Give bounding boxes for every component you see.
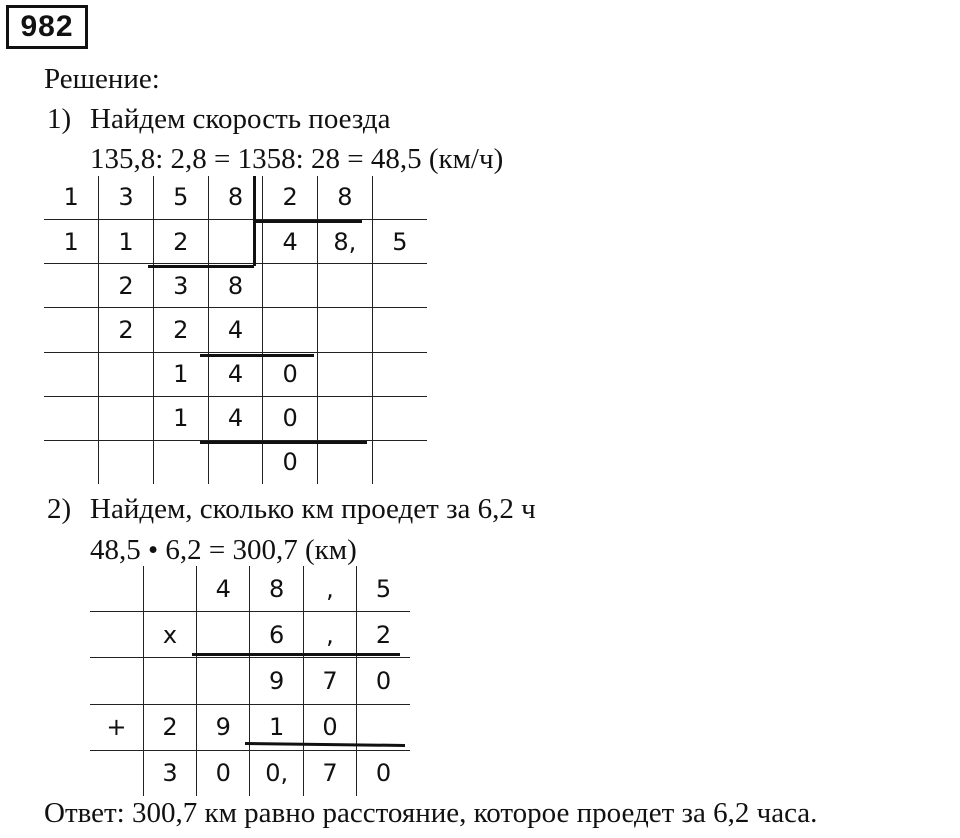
grid-cell <box>372 396 427 440</box>
grid-cell: 0 <box>197 750 250 796</box>
grid-cell <box>44 308 99 352</box>
grid-cell: 5 <box>357 566 410 612</box>
grid-cell: 7 <box>303 750 356 796</box>
grid-cell: 0, <box>250 750 303 796</box>
grid-cell: 1 <box>153 352 208 396</box>
grid-cell: 1 <box>44 176 99 219</box>
grid-cell: 4 <box>208 352 263 396</box>
grid-row <box>90 658 410 704</box>
grid-cell: , <box>303 612 356 658</box>
grid-row <box>44 352 427 396</box>
grid-row <box>90 566 410 612</box>
grid-cell <box>372 176 427 219</box>
grid-cell <box>372 264 427 308</box>
grid-cell <box>44 264 99 308</box>
grid-cell <box>90 750 143 796</box>
grid-row <box>44 308 427 352</box>
grid-cell <box>99 352 154 396</box>
grid-cell: 3 <box>99 176 154 219</box>
multiplication-grid <box>90 566 410 796</box>
grid-cell <box>44 440 99 484</box>
grid-cell: 1 <box>250 704 303 750</box>
step2-formula: 48,5 • 6,2 = 300,7 (км) <box>90 534 357 566</box>
grid-cell: 2 <box>99 308 154 352</box>
grid-cell: 9 <box>197 704 250 750</box>
grid-cell: 0 <box>263 440 318 484</box>
solution-heading: Решение: <box>44 63 160 95</box>
grid-cell: 1 <box>44 219 99 263</box>
grid-cell: 5 <box>372 219 427 263</box>
grid-row <box>44 264 427 308</box>
grid-cell <box>99 440 154 484</box>
grid-cell <box>372 440 427 484</box>
grid-cell <box>263 264 318 308</box>
grid-cell <box>318 396 373 440</box>
grid-cell: 0 <box>357 658 410 704</box>
grid-cell <box>153 440 208 484</box>
grid-cell: + <box>90 704 143 750</box>
grid-row <box>90 750 410 796</box>
grid-cell: 2 <box>143 704 196 750</box>
grid-cell: 3 <box>153 264 208 308</box>
grid-cell <box>197 658 250 704</box>
grid-cell: 4 <box>197 566 250 612</box>
grid-cell: 0 <box>263 352 318 396</box>
grid-cell: 5 <box>153 176 208 219</box>
grid-cell: 1 <box>153 396 208 440</box>
grid-cell <box>263 308 318 352</box>
subtraction-line-1 <box>148 265 254 268</box>
grid-cell <box>372 308 427 352</box>
grid-cell <box>143 658 196 704</box>
grid-cell: 2 <box>263 176 318 219</box>
answer-text: Ответ: 300,7 км равно расстояние, которое проедет за 6,2 часа. <box>44 797 818 829</box>
division-grid <box>44 176 427 484</box>
grid-row <box>44 219 427 263</box>
grid-cell <box>318 352 373 396</box>
grid-cell <box>44 396 99 440</box>
step2-title: Найдем, сколько км проедет за 6,2 ч <box>90 493 536 525</box>
grid-cell: 0 <box>303 704 356 750</box>
grid-cell: 1 <box>99 219 154 263</box>
grid-cell: 6 <box>250 612 303 658</box>
divisor-underline <box>254 220 362 223</box>
grid-cell: 2 <box>153 308 208 352</box>
grid-cell <box>208 440 263 484</box>
grid-cell <box>90 658 143 704</box>
grid-cell: 3 <box>143 750 196 796</box>
grid-row <box>44 396 427 440</box>
grid-cell <box>318 264 373 308</box>
grid-cell <box>90 566 143 612</box>
grid-cell: , <box>303 566 356 612</box>
grid-cell: x <box>143 612 196 658</box>
grid-cell <box>318 440 373 484</box>
grid-cell: 2 <box>357 612 410 658</box>
grid-cell: 9 <box>250 658 303 704</box>
grid-cell: 4 <box>208 308 263 352</box>
grid-cell: 0 <box>357 750 410 796</box>
grid-cell: 8, <box>318 219 373 263</box>
grid-cell <box>197 612 250 658</box>
grid-cell: 4 <box>263 219 318 263</box>
grid-cell: 8 <box>250 566 303 612</box>
step1-formula: 135,8: 2,8 = 1358: 28 = 48,5 (км/ч) <box>90 143 504 175</box>
grid-cell: 2 <box>99 264 154 308</box>
grid-cell <box>372 352 427 396</box>
subtraction-line-3 <box>200 441 367 444</box>
grid-cell: 7 <box>303 658 356 704</box>
grid-row <box>44 440 427 484</box>
grid-cell: 8 <box>318 176 373 219</box>
grid-cell <box>99 396 154 440</box>
subtraction-line-2 <box>200 354 314 357</box>
grid-cell: 8 <box>208 176 263 219</box>
grid-cell: 0 <box>263 396 318 440</box>
grid-cell: 8 <box>208 264 263 308</box>
grid-row <box>44 176 427 219</box>
grid-cell <box>318 308 373 352</box>
grid-row <box>90 612 410 658</box>
grid-cell: 4 <box>208 396 263 440</box>
grid-cell: 2 <box>153 219 208 263</box>
step1-title: Найдем скорость поезда <box>90 103 391 135</box>
step2-number: 2) <box>47 493 72 525</box>
problem-number: 982 <box>6 5 88 49</box>
product-line <box>192 653 400 656</box>
grid-cell <box>44 352 99 396</box>
grid-cell <box>143 566 196 612</box>
step1-number: 1) <box>47 103 72 135</box>
grid-cell <box>90 612 143 658</box>
